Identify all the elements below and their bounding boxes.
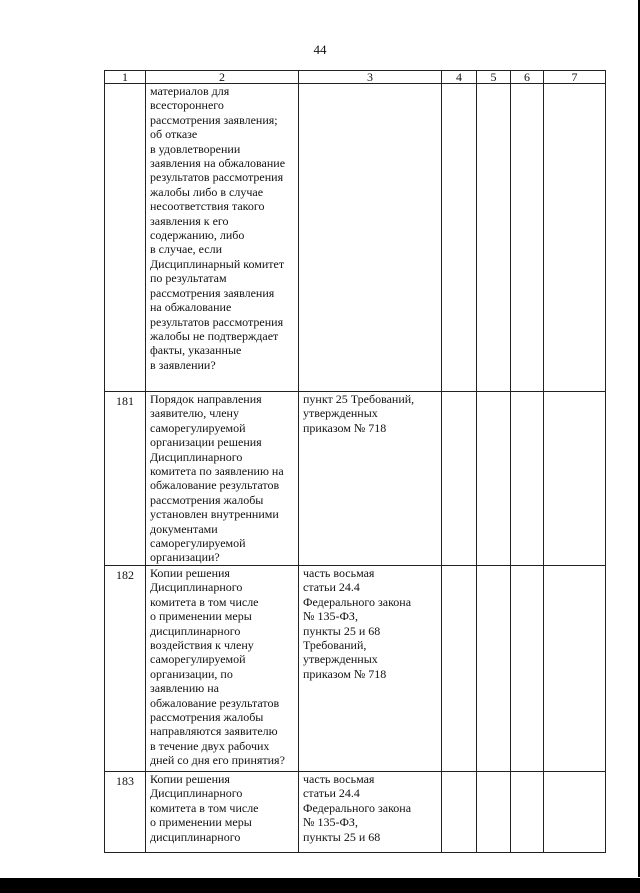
row-reference: часть восьмая статьи 24.4 Федерального закона № 135-ФЗ, пункты 25 и 68 — [299, 771, 442, 852]
row-reference: часть восьмая статьи 24.4 Федерального закона № 135-ФЗ, пункты 25 и 68 Требований, утвержденных приказом № 718 — [299, 565, 442, 771]
empty-cell — [511, 565, 544, 771]
empty-cell — [544, 565, 606, 771]
checklist-table — [104, 70, 606, 853]
row-question: Порядок направления заявителю, члену саморегулируемой организации решения Дисциплинарного комитета по заявлению на обжалование результатов рассмотрения жалобы установлен внутренними документами саморегулируемой организации? — [146, 392, 299, 566]
empty-cell — [511, 392, 544, 566]
row-reference — [299, 84, 442, 392]
empty-cell — [477, 565, 511, 771]
empty-cell — [511, 771, 544, 852]
row-question: материалов для всестороннего рассмотрения заявления; об отказе в удовлетворении заявления на обжалование результатов рассмотрения жалобы либо в случае несоответствия такого заявления к его содержанию, либо в случае, если Дисциплинарный комитет по результатам рассмотрения заявления на обжалование результатов рассмотрения жалобы не подтверждает факты, указанные в заявлении? — [146, 84, 299, 392]
column-header: 6 — [511, 71, 544, 84]
table-row — [105, 392, 606, 566]
column-header: 4 — [442, 71, 477, 84]
table-row — [105, 84, 606, 392]
empty-cell — [544, 84, 606, 392]
column-header: 2 — [146, 71, 299, 84]
row-reference: пункт 25 Требований, утвержденных приказом № 718 — [299, 392, 442, 566]
empty-cell — [544, 771, 606, 852]
empty-cell — [442, 392, 477, 566]
table-row — [105, 565, 606, 771]
page-number: 44 — [313, 42, 327, 57]
header-row — [105, 71, 606, 84]
row-question: Копии решения Дисциплинарного комитета в том числе о применении меры дисциплинарного — [146, 771, 299, 852]
empty-cell — [442, 771, 477, 852]
column-header: 3 — [299, 71, 442, 84]
empty-cell — [477, 392, 511, 566]
empty-cell — [442, 84, 477, 392]
column-header: 1 — [105, 71, 146, 84]
row-number: 182 — [105, 565, 146, 771]
empty-cell — [442, 565, 477, 771]
empty-cell — [477, 84, 511, 392]
empty-cell — [544, 392, 606, 566]
row-number — [105, 84, 146, 392]
row-number: 183 — [105, 771, 146, 852]
empty-cell — [511, 84, 544, 392]
row-number: 181 — [105, 392, 146, 566]
empty-cell — [477, 771, 511, 852]
table-row — [105, 771, 606, 852]
row-question: Копии решения Дисциплинарного комитета в том числе о применении меры дисциплинарного воздействия к члену саморегулируемой организации, по заявлению на обжалование результатов рассмотрения жалобы направляются заявителю в течение двух рабочих дней со дня его принятия? — [146, 565, 299, 771]
column-header: 7 — [544, 71, 606, 84]
scan-edge — [0, 878, 640, 893]
column-header: 5 — [477, 71, 511, 84]
